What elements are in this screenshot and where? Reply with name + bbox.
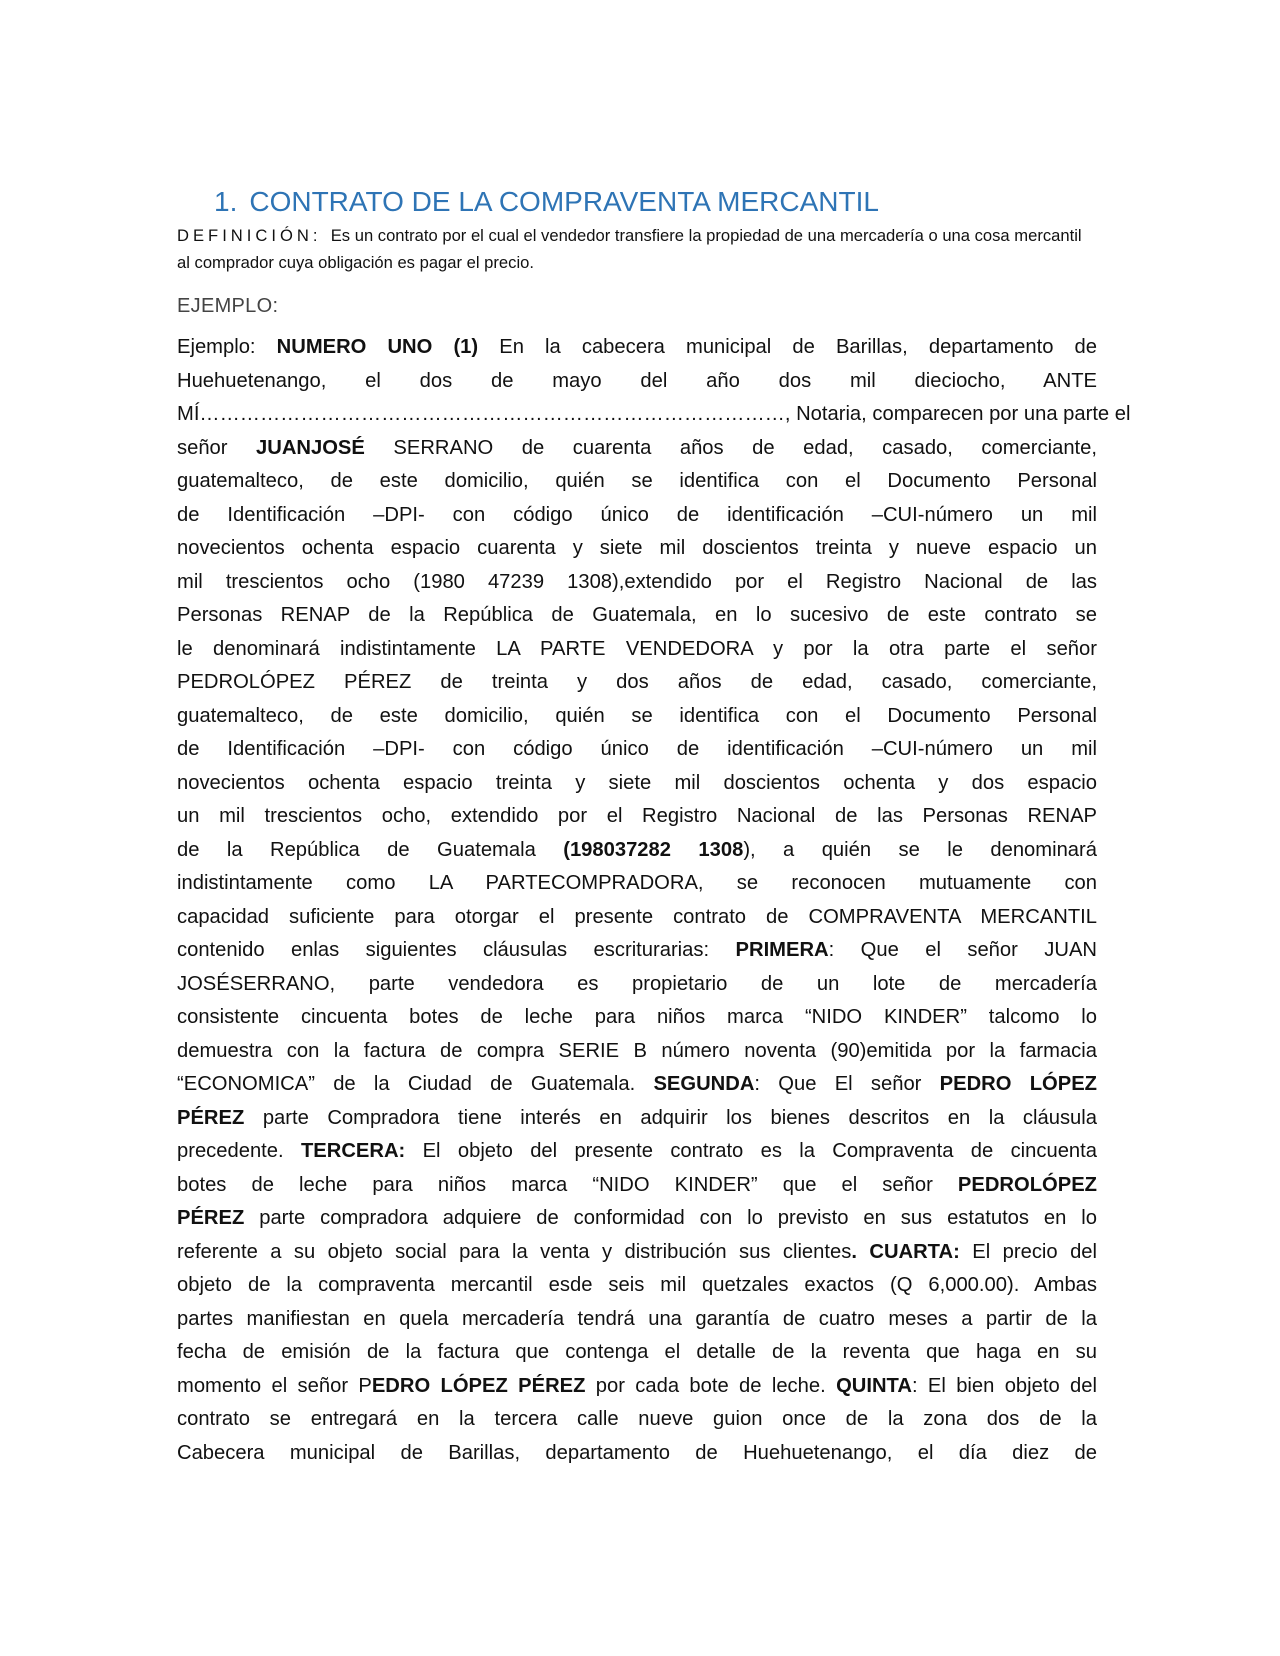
bold-text-run: JUANJOSÉ	[256, 436, 365, 459]
bold-text-run: . CUARTA:	[851, 1240, 960, 1263]
text-run: capacidad suficiente para otorgar el presente contrato de COMPRAVENTA MERCANTIL	[177, 905, 1097, 928]
body-line	[177, 901, 1097, 935]
definition-paragraph	[177, 222, 1097, 276]
text-run: consistente cincuenta botes de leche para niños marca “NIDO KINDER” talcomo lo	[177, 1006, 1097, 1028]
body-line	[177, 666, 1097, 700]
text-run: Ejemplo:	[177, 336, 277, 358]
text-run: referente a su objeto social para la venta y distribución sus clientes	[177, 1240, 852, 1263]
bold-text-run: (198037282 1308	[563, 838, 744, 861]
body-line	[177, 1102, 1097, 1136]
text-run: un mil trescientos ocho, extendido por el Registro Nacional de las Personas RENAP	[177, 805, 1097, 827]
bold-text-run: PRIMERA	[735, 939, 829, 961]
definition-text: Es un contrato por el cual el vendedor transfiere la propiedad de una mercadería o una cosa mercantil al comprador cuya obligación es pagar el precio.	[177, 226, 1082, 272]
bold-text-run: SEGUNDA	[653, 1073, 755, 1095]
body-line	[177, 1068, 1097, 1102]
text-run: de Identificación –DPI- con código único de identificación –CUI-número un mil	[177, 503, 1097, 526]
text-run: mil trescientos ocho (1980 47239 1308),extendido por el Registro Nacional de las	[177, 570, 1097, 593]
text-run: novecientos ochenta espacio cuarenta y siete mil doscientos treinta y nueve espacio un	[177, 537, 1097, 559]
text-run: momento el señor P	[177, 1374, 372, 1397]
bold-text-run: PEDROLÓPEZ	[957, 1173, 1097, 1196]
bold-text-run: PÉREZ	[177, 1106, 245, 1129]
body-line	[177, 1370, 1097, 1404]
bold-text-run: EDRO LÓPEZ PÉREZ	[371, 1374, 586, 1397]
body-line	[177, 432, 1097, 466]
text-run: contrato se entregará en la tercera calle nueve guion once de la zona dos de la	[177, 1408, 1097, 1430]
text-run: El precio del	[959, 1240, 1098, 1263]
text-run: le denominará indistintamente LA PARTE VENDEDORA y por la otra parte el señor	[177, 637, 1097, 660]
body-line	[177, 365, 1097, 399]
text-run: de Identificación –DPI- con código único de identificación –CUI-número un mil	[177, 738, 1097, 760]
text-run: guatemalteco, de este domicilio, quién se identifica con el Documento Personal	[177, 470, 1097, 492]
body-line	[177, 867, 1097, 901]
text-run: indistintamente como LA PARTECOMPRADORA, se reconocen mutuamente con	[177, 872, 1097, 894]
body-line	[177, 499, 1097, 533]
bold-text-run: QUINTA	[836, 1374, 912, 1397]
text-run: Huehuetenango, el dos de mayo del año dos mil dieciocho, ANTE	[177, 369, 1097, 392]
body-line	[177, 1202, 1097, 1236]
body-line	[177, 767, 1097, 801]
ejemplo-heading: EJEMPLO:	[177, 295, 279, 317]
body-line	[177, 1135, 1097, 1169]
contract-body	[177, 331, 1131, 1470]
text-run: guatemalteco, de este domicilio, quién se identifica con el Documento Personal	[177, 704, 1097, 727]
text-run: El objeto del presente contrato es la Compraventa de cincuenta	[405, 1140, 1097, 1162]
body-line	[177, 465, 1097, 499]
text-run: SERRANO de cuarenta años de edad, casado, comerciante,	[364, 436, 1097, 459]
text-run: de la República de Guatemala	[177, 838, 564, 861]
title-number: 1.	[214, 186, 238, 217]
text-run: : El bien objeto del	[911, 1374, 1097, 1397]
text-run: demuestra con la factura de compra SERIE B número noventa (90)emitida por la farmacia	[177, 1039, 1097, 1062]
text-run: por cada bote de leche.	[585, 1374, 837, 1397]
text-run: : Que el señor JUAN	[828, 939, 1097, 961]
body-line	[177, 834, 1097, 868]
text-run: contenido enlas siguientes cláusulas escriturarias:	[177, 939, 736, 961]
body-line	[177, 1035, 1097, 1069]
text-run: “ECONOMICA” de la Ciudad de Guatemala.	[177, 1073, 654, 1095]
text-run: JOSÉSERRANO, parte vendedora es propietario de un lote de mercadería	[177, 972, 1097, 995]
body-line	[177, 700, 1097, 734]
bold-text-run: NUMERO UNO (1)	[276, 336, 479, 358]
body-line	[177, 1403, 1097, 1437]
document-title	[214, 182, 879, 222]
text-run: fecha de emisión de la factura que contenga el detalle de la reventa que haga en su	[177, 1341, 1097, 1363]
definition-label: DEFINICIÓN:	[177, 226, 322, 245]
body-line	[177, 968, 1097, 1002]
text-run: Personas RENAP de la República de Guatemala, en lo sucesivo de este contrato se	[177, 604, 1097, 626]
body-line	[177, 1437, 1097, 1471]
title-text: CONTRATO DE LA COMPRAVENTA MERCANTIL	[249, 186, 879, 217]
bold-text-run: PÉREZ	[177, 1207, 245, 1229]
body-line	[177, 1303, 1097, 1337]
body-line	[177, 1336, 1097, 1370]
text-run: ), a quién se le denominará	[743, 838, 1097, 861]
body-line	[177, 934, 1097, 968]
text-run: : Que El señor	[754, 1073, 940, 1095]
body-line	[177, 733, 1097, 767]
body-line	[177, 532, 1097, 566]
text-run: señor	[177, 436, 257, 459]
body-line	[177, 566, 1097, 600]
body-line	[177, 331, 1097, 365]
text-run: parte Compradora tiene interés en adquirir los bienes descritos en la cláusula	[244, 1106, 1097, 1129]
text-run: partes manifiestan en quela mercadería tendrá una garantía de cuatro meses a partir de la	[177, 1307, 1097, 1330]
bold-text-run: TERCERA:	[300, 1140, 406, 1162]
body-line	[177, 398, 1131, 432]
text-run: precedente.	[177, 1140, 301, 1162]
bold-text-run: PEDRO LÓPEZ	[939, 1073, 1097, 1095]
text-run: objeto de la compraventa mercantil esde seis mil quetzales exactos (Q 6,000.00). Ambas	[177, 1274, 1097, 1296]
text-run: En la cabecera municipal de Barillas, departamento de	[478, 336, 1097, 358]
text-run: Cabecera municipal de Barillas, departamento de Huehuetenango, el día diez de	[177, 1441, 1097, 1464]
text-run: parte compradora adquiere de conformidad con lo previsto en sus estatutos en lo	[244, 1207, 1097, 1229]
body-line	[177, 633, 1097, 667]
text-run: botes de leche para niños marca “NIDO KINDER” que el señor	[177, 1173, 958, 1196]
body-line	[177, 800, 1097, 834]
text-run: MÍ……………………………………………………………………………, Notaria, comparecen por una parte el	[177, 403, 1131, 425]
body-line	[177, 1001, 1097, 1035]
body-line	[177, 1236, 1097, 1270]
text-run: PEDROLÓPEZ PÉREZ de treinta y dos años de edad, casado, comerciante,	[177, 671, 1097, 693]
text-run: novecientos ochenta espacio treinta y siete mil doscientos ochenta y dos espacio	[177, 771, 1097, 794]
body-line	[177, 1169, 1097, 1203]
body-line	[177, 1269, 1097, 1303]
body-line	[177, 599, 1097, 633]
